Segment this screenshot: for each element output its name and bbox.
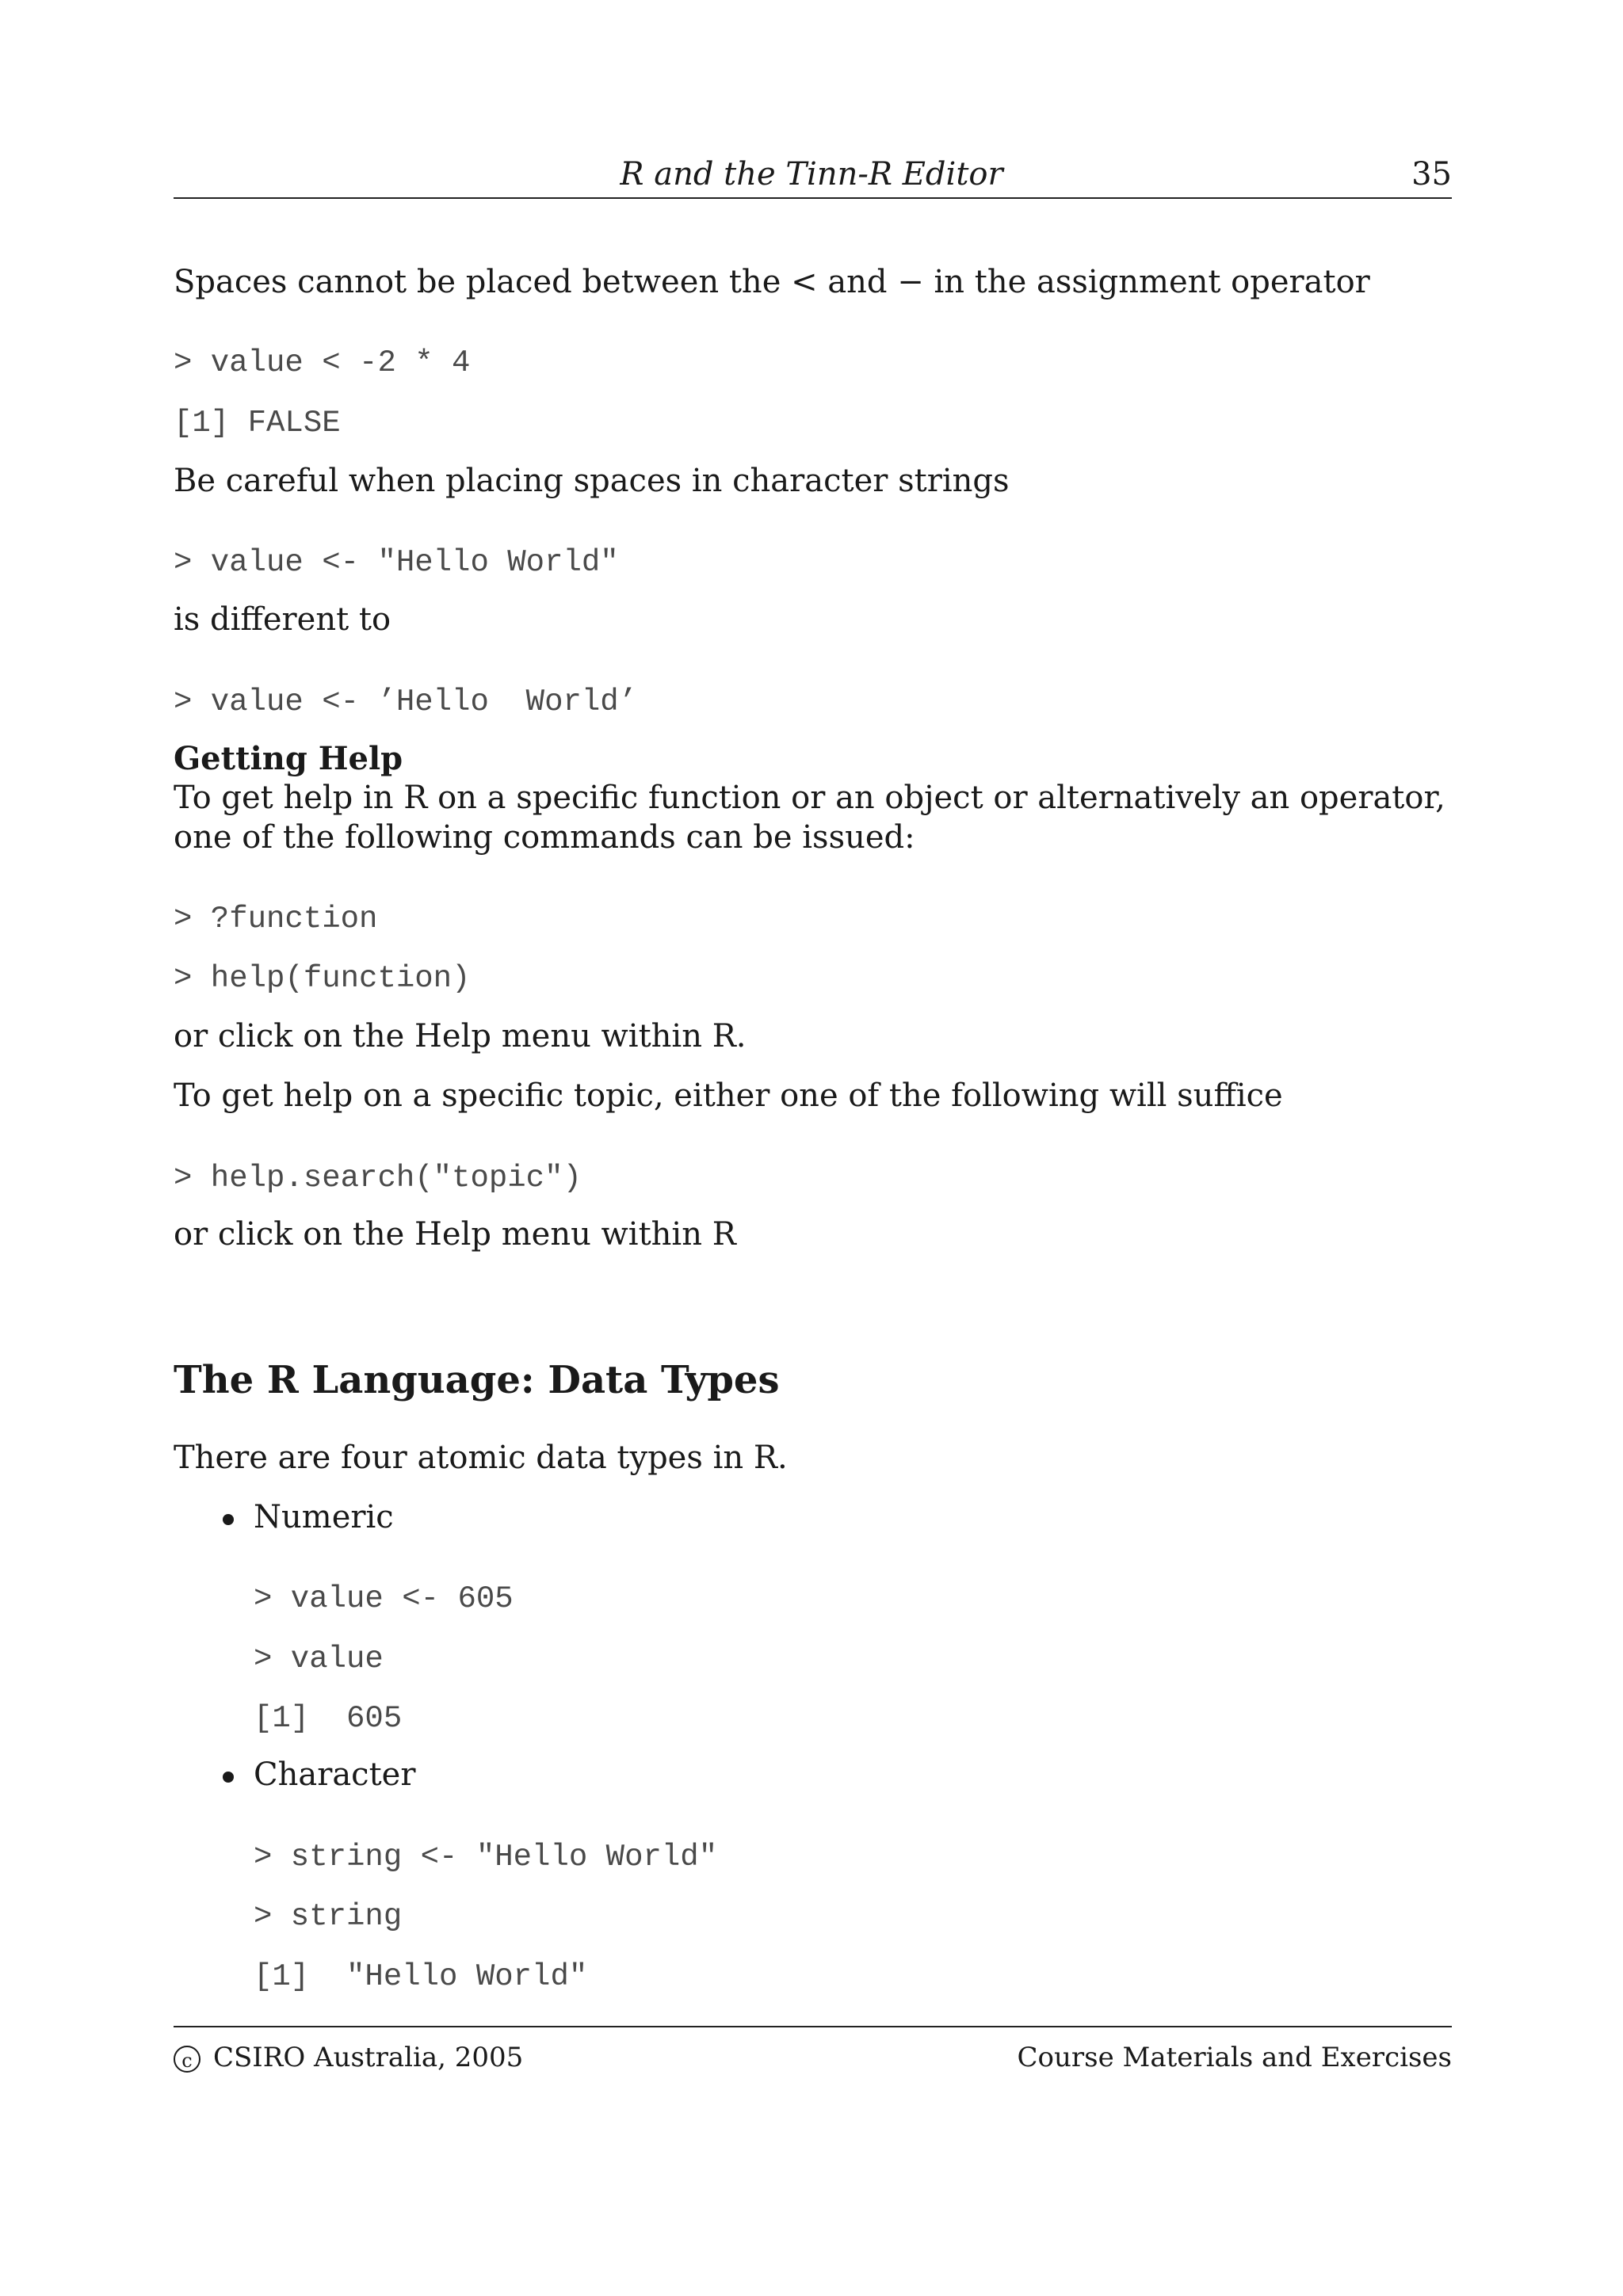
paragraph-click-help: or click on the Help menu within R. <box>174 1018 747 1055</box>
section-title: The R Language: Data Types <box>174 1358 780 1402</box>
getting-help-heading: Getting Help <box>174 740 403 777</box>
paragraph-different: is different to <box>174 601 391 638</box>
code-line: > value <- "Hello World" <box>174 545 619 580</box>
code-output: [1] 605 <box>254 1701 403 1736</box>
bullet-dot <box>223 1514 234 1525</box>
bullet-label-numeric: Numeric <box>254 1499 394 1535</box>
footer-rule <box>174 2026 1452 2027</box>
code-output: [1] "Hello World" <box>254 1959 588 1994</box>
paragraph-topic: To get help on a specific topic, either one of the following will suffice <box>174 1077 1283 1114</box>
footer-course-materials: Course Materials and Exercises <box>1017 2042 1452 2073</box>
code-line: > value <box>254 1642 384 1676</box>
code-line: > value <- 605 <box>254 1581 514 1616</box>
code-line: > help.search("topic") <box>174 1161 582 1196</box>
code-line: > string <box>254 1899 403 1934</box>
code-line: > help(function) <box>174 961 471 996</box>
code-line: > value <- ’Hello World’ <box>174 685 638 719</box>
footer-left-text: CSIRO Australia, 2005 <box>213 2042 524 2073</box>
paragraph-spaces: Spaces cannot be placed between the < and − in the assignment operator <box>174 264 1370 300</box>
bullet-label-character: Character <box>254 1756 416 1793</box>
code-output: [1] FALSE <box>174 406 341 441</box>
running-title: R and the Tinn-R Editor <box>620 156 1003 193</box>
code-line: > string <- "Hello World" <box>254 1840 718 1875</box>
copyright-icon: c <box>174 2046 200 2073</box>
bullet-dot <box>223 1772 234 1783</box>
paragraph-careful: Be careful when placing spaces in character strings <box>174 463 1010 499</box>
paragraph-atomic: There are four atomic data types in R. <box>174 1440 788 1476</box>
footer-copyright <box>174 2040 523 2075</box>
code-line: > ?function <box>174 902 378 936</box>
header-rule <box>174 197 1452 199</box>
code-line: > value < -2 * 4 <box>174 345 471 380</box>
page-number: 35 <box>1411 156 1452 193</box>
paragraph-click-help: or click on the Help menu within R <box>174 1216 736 1253</box>
paragraph-get-help: To get help in R on a specific function or an object or alternatively an operator, one of the following commands can be issued: <box>174 780 1445 856</box>
